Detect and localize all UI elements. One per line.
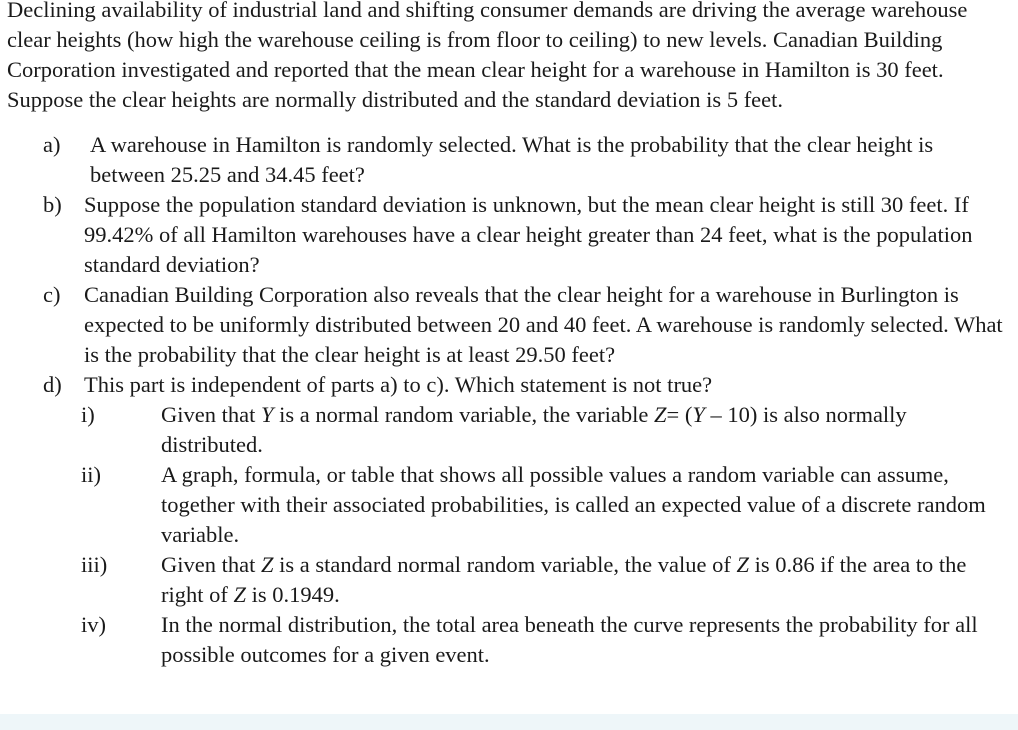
part-c: [7, 280, 1011, 370]
statement-ii: [7, 460, 1011, 550]
statement-i-label: i): [81, 402, 95, 427]
statement-iii-text-1: Given that: [161, 552, 261, 577]
variable-y: Y: [260, 402, 274, 427]
statement-iii-label: iii): [81, 552, 108, 577]
part-d-label: d): [43, 372, 62, 397]
part-c-label: c): [43, 282, 61, 307]
part-b-text: Suppose the population standard deviation is unknown, but the mean clear height is still 30 feet. If 99.42% of all Hamilton warehouses have a clear height greater than 24 feet, what is the population standard deviation?: [84, 192, 973, 277]
part-b-label: b): [43, 192, 62, 217]
statement-iii-text-2: is a standard normal random variable, the value of: [273, 552, 737, 577]
statement-iii-text-4: is 0.1949.: [246, 582, 340, 607]
statement-i-text: [161, 402, 907, 457]
document: [7, 0, 1011, 670]
intro-paragraph: Declining availability of industrial land and shifting consumer demands are driving the average warehouse clear heights (how high the warehouse ceiling is from floor to ceiling) to new levels. Canadian Building Corporation investigated and reported that the mean clear height for a warehouse in Hamilton is 30 feet. Suppose the clear heights are normally distributed and the standard deviation is 5 feet.: [7, 0, 968, 112]
statement-iii: [7, 550, 1011, 610]
statement-iii-text-3: is 0.86 if the area to the right of: [161, 552, 967, 607]
statement-ii-label: ii): [81, 462, 101, 487]
statement-iv-text: In the normal distribution, the total area beneath the curve represents the probability for all possible outcomes for a given event.: [161, 612, 978, 667]
statement-iv-label: iv): [81, 612, 106, 637]
variable-z: Z: [736, 552, 749, 577]
variable-y: Y: [692, 402, 705, 427]
statement-ii-text: A graph, formula, or table that shows all possible values a random variable can assume, together with their associated probabilities, is called an expected value of a discrete random variable.: [161, 462, 986, 547]
part-a: [7, 130, 1011, 190]
question-parts: [7, 130, 1011, 670]
statement-iv: [7, 610, 1011, 670]
statement-i-text-2: is a normal random variable, the variable: [273, 402, 654, 427]
part-c-text: Canadian Building Corporation also reveals that the clear height for a warehouse in Burlington is expected to be uniformly distributed between 20 and 40 feet. A warehouse is randomly selected. What is the probability that the clear height is at least 29.50 feet?: [84, 282, 1003, 367]
statement-i: [7, 400, 1011, 460]
part-b: [7, 190, 1011, 280]
part-d: [7, 370, 1011, 670]
statement-i-text-1: Given that: [161, 402, 261, 427]
part-a-text: A warehouse in Hamilton is randomly selected. What is the probability that the clear height is between 25.25 and 34.45 feet?: [90, 132, 934, 187]
statement-iii-text: [161, 552, 966, 607]
part-a-label: a): [43, 132, 61, 157]
bottom-band: [0, 714, 1018, 730]
statement-i-text-4: – 10) is also normally distributed.: [161, 402, 907, 457]
part-d-statements: [7, 400, 1011, 670]
part-d-text: This part is independent of parts a) to c). Which statement is not true?: [84, 372, 713, 397]
statement-i-text-3: = (: [666, 402, 693, 427]
variable-z: Z: [260, 552, 274, 577]
variable-z: Z: [233, 582, 247, 607]
variable-z: Z: [653, 402, 667, 427]
